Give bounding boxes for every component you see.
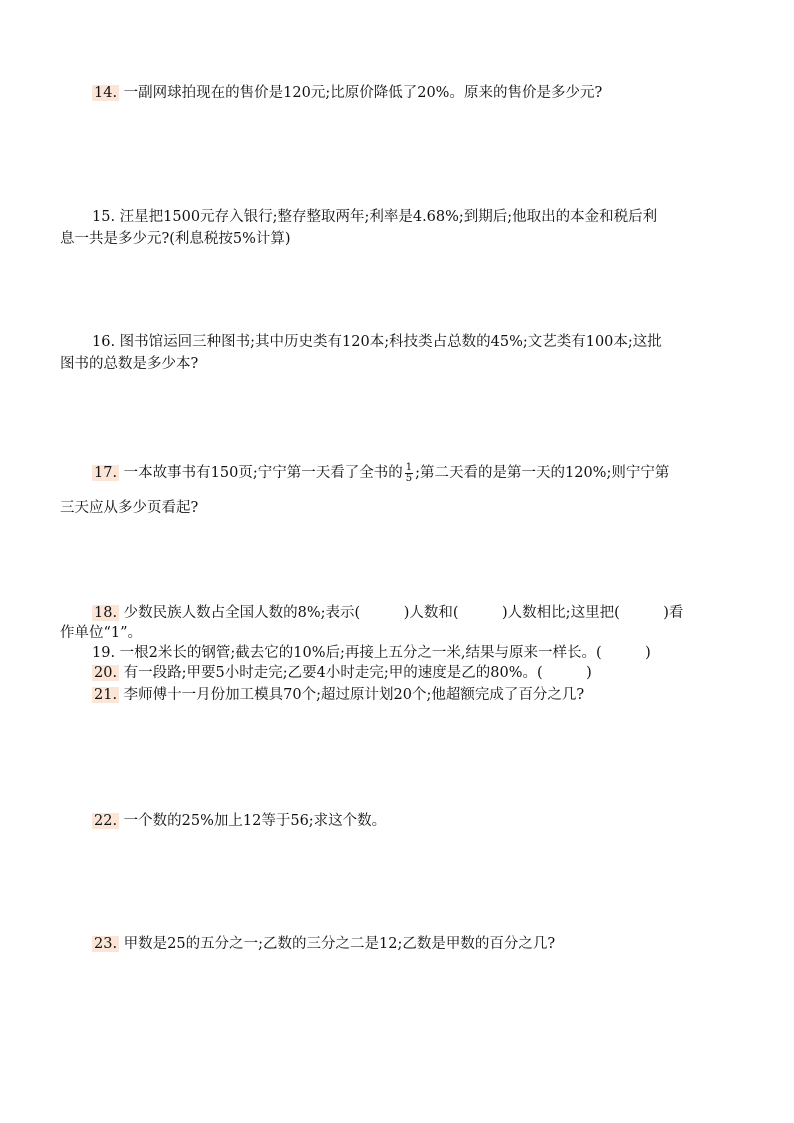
fraction-denominator: 5 bbox=[405, 472, 413, 484]
question-text: 汪星把1500元存入银行;整存整取两年;利率是4.68%;到期后;他取出的本金和税后利 bbox=[119, 209, 658, 225]
question-number: 22. bbox=[94, 813, 118, 829]
question-number: 19. bbox=[92, 645, 116, 661]
question-number: 16. bbox=[92, 334, 116, 350]
question-text: 一副网球拍现在的售价是120元;比原价降低了20%。原来的售价是多少元? bbox=[123, 85, 603, 101]
question-20 bbox=[60, 662, 772, 684]
question-text: 图书馆运回三种图书;其中历史类有120本;科技类占总数的45%;文艺类有100本;这批 bbox=[119, 334, 662, 350]
question-number: 23. bbox=[94, 936, 118, 952]
question-text: 一本故事书有150页;宁宁第一天看了全书的 bbox=[123, 465, 403, 481]
question-23 bbox=[60, 933, 772, 955]
question-16 bbox=[60, 331, 772, 353]
question-17-continuation: 三天应从多少页看起? bbox=[60, 500, 199, 516]
question-18 bbox=[60, 602, 772, 624]
question-text: 一个数的25%加上12等于56;求这个数。 bbox=[123, 813, 387, 829]
question-18-continuation: 作单位“1”。 bbox=[60, 625, 143, 641]
question-number: 14. bbox=[94, 85, 118, 101]
fraction bbox=[405, 463, 413, 484]
question-17 bbox=[60, 462, 772, 484]
question-21 bbox=[60, 684, 772, 706]
question-14 bbox=[60, 82, 772, 104]
question-15 bbox=[60, 206, 772, 228]
question-22 bbox=[60, 810, 772, 832]
question-number: 18. bbox=[94, 605, 118, 621]
question-text: 一根2米长的钢管;截去它的10%后;再接上五分之一米,结果与原来一样长。( ) bbox=[119, 645, 651, 661]
question-number: 21. bbox=[94, 687, 118, 703]
question-text: 有一段路;甲要5小时走完;乙要4小时走完;甲的速度是乙的80%。( ) bbox=[123, 665, 592, 681]
question-19 bbox=[60, 642, 772, 664]
question-text-cont: ;第二天看的是第一天的120%;则宁宁第 bbox=[415, 465, 670, 481]
question-number: 20. bbox=[94, 665, 118, 681]
question-number: 17. bbox=[94, 465, 118, 481]
question-16-continuation: 图书的总数是多少本? bbox=[60, 356, 199, 372]
question-text: 甲数是25的五分之一;乙数的三分之二是12;乙数是甲数的百分之几? bbox=[123, 936, 556, 952]
question-number: 15. bbox=[92, 209, 116, 225]
fraction-numerator: 1 bbox=[405, 461, 413, 473]
question-text: 少数民族人数占全国人数的8%;表示( )人数和( )人数相比;这里把( )看 bbox=[123, 605, 684, 621]
question-text: 李师傅十一月份加工模具70个;超过原计划20个;他超额完成了百分之几? bbox=[123, 687, 585, 703]
question-15-continuation: 息一共是多少元?(利息税按5%计算) bbox=[60, 231, 291, 247]
